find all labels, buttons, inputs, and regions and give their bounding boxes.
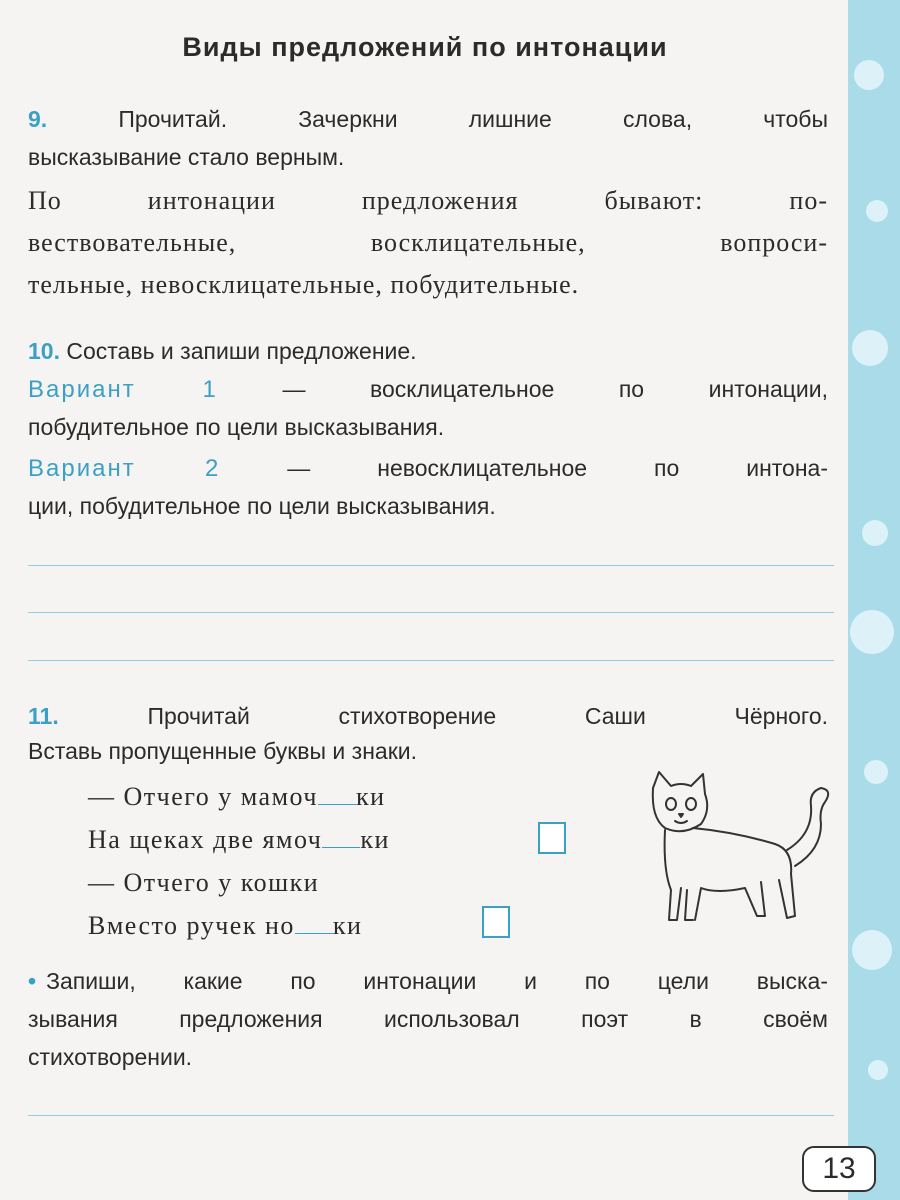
poem-blank-2[interactable] — [322, 847, 360, 848]
ex11-bullet-line3: стихотворении. — [28, 1044, 193, 1070]
answer-line-4[interactable] — [28, 1115, 834, 1116]
ex11-bullet-line2: зывания предложения использовал поэт в своём — [28, 1006, 828, 1032]
ex10-variant2-line2: ции, побудительное по цели высказывания. — [28, 493, 496, 519]
ex11-task-line1: 11. Прочитай стихотворение Саши Чёрного. — [28, 703, 828, 729]
poem-blank-3[interactable] — [295, 933, 333, 934]
decorative-sidebar — [848, 0, 900, 1200]
ex10-number: 10. — [28, 338, 60, 364]
poem-line-1: — Отчего у мамоч ки — [88, 782, 386, 811]
answer-line-2[interactable] — [28, 612, 834, 613]
ex10-task: 10. Составь и запиши предложение. — [28, 338, 417, 364]
ex9-task-line1: 9. Прочитай. Зачеркни лишние слова, чтобы — [28, 106, 828, 132]
answer-line-1[interactable] — [28, 565, 834, 566]
page-title: Виды предложений по интонации — [182, 32, 668, 62]
punctuation-box-1[interactable] — [538, 822, 566, 854]
ex11-number: 11. — [28, 703, 59, 729]
ex9-text-line1: По интонации предложения бывают: по- — [28, 186, 828, 215]
ex9-number: 9. — [28, 106, 48, 132]
poem-line-2: На щеках две ямоч ки — [88, 825, 390, 854]
ex9-text-line3: тельные, невосклицательные, побудительные. — [28, 270, 580, 299]
cat-illustration — [625, 770, 835, 930]
bullet-icon: • — [28, 968, 37, 994]
ex10-variant1-line2: побудительное по цели высказывания. — [28, 414, 445, 440]
ex11-task-line2: Вставь пропущенные буквы и знаки. — [28, 738, 418, 764]
ex10-variant2-line1: Вариант 2 — невосклицательное по интона- — [28, 455, 828, 482]
variant2-label: Вариант 2 — [28, 455, 221, 482]
poem-line-3: — Отчего у кошки — [88, 868, 320, 897]
page-number: 13 — [802, 1146, 876, 1192]
ex10-variant1-line1: Вариант 1 — восклицательное по интонации, — [28, 376, 829, 403]
poem-line-4: Вместо ручек но ки — [88, 911, 363, 940]
ex11-bullet-line1: • Запиши, какие по интонации и по цели выска- — [28, 968, 828, 994]
answer-line-3[interactable] — [28, 660, 834, 661]
variant1-label: Вариант 1 — [28, 376, 218, 403]
punctuation-box-2[interactable] — [482, 906, 510, 938]
ex9-text-line2: вествовательные, восклицательные, вопроси- — [28, 228, 828, 257]
poem-blank-1[interactable] — [318, 804, 356, 805]
ex9-task-line2: высказывание стало верным. — [28, 144, 345, 170]
